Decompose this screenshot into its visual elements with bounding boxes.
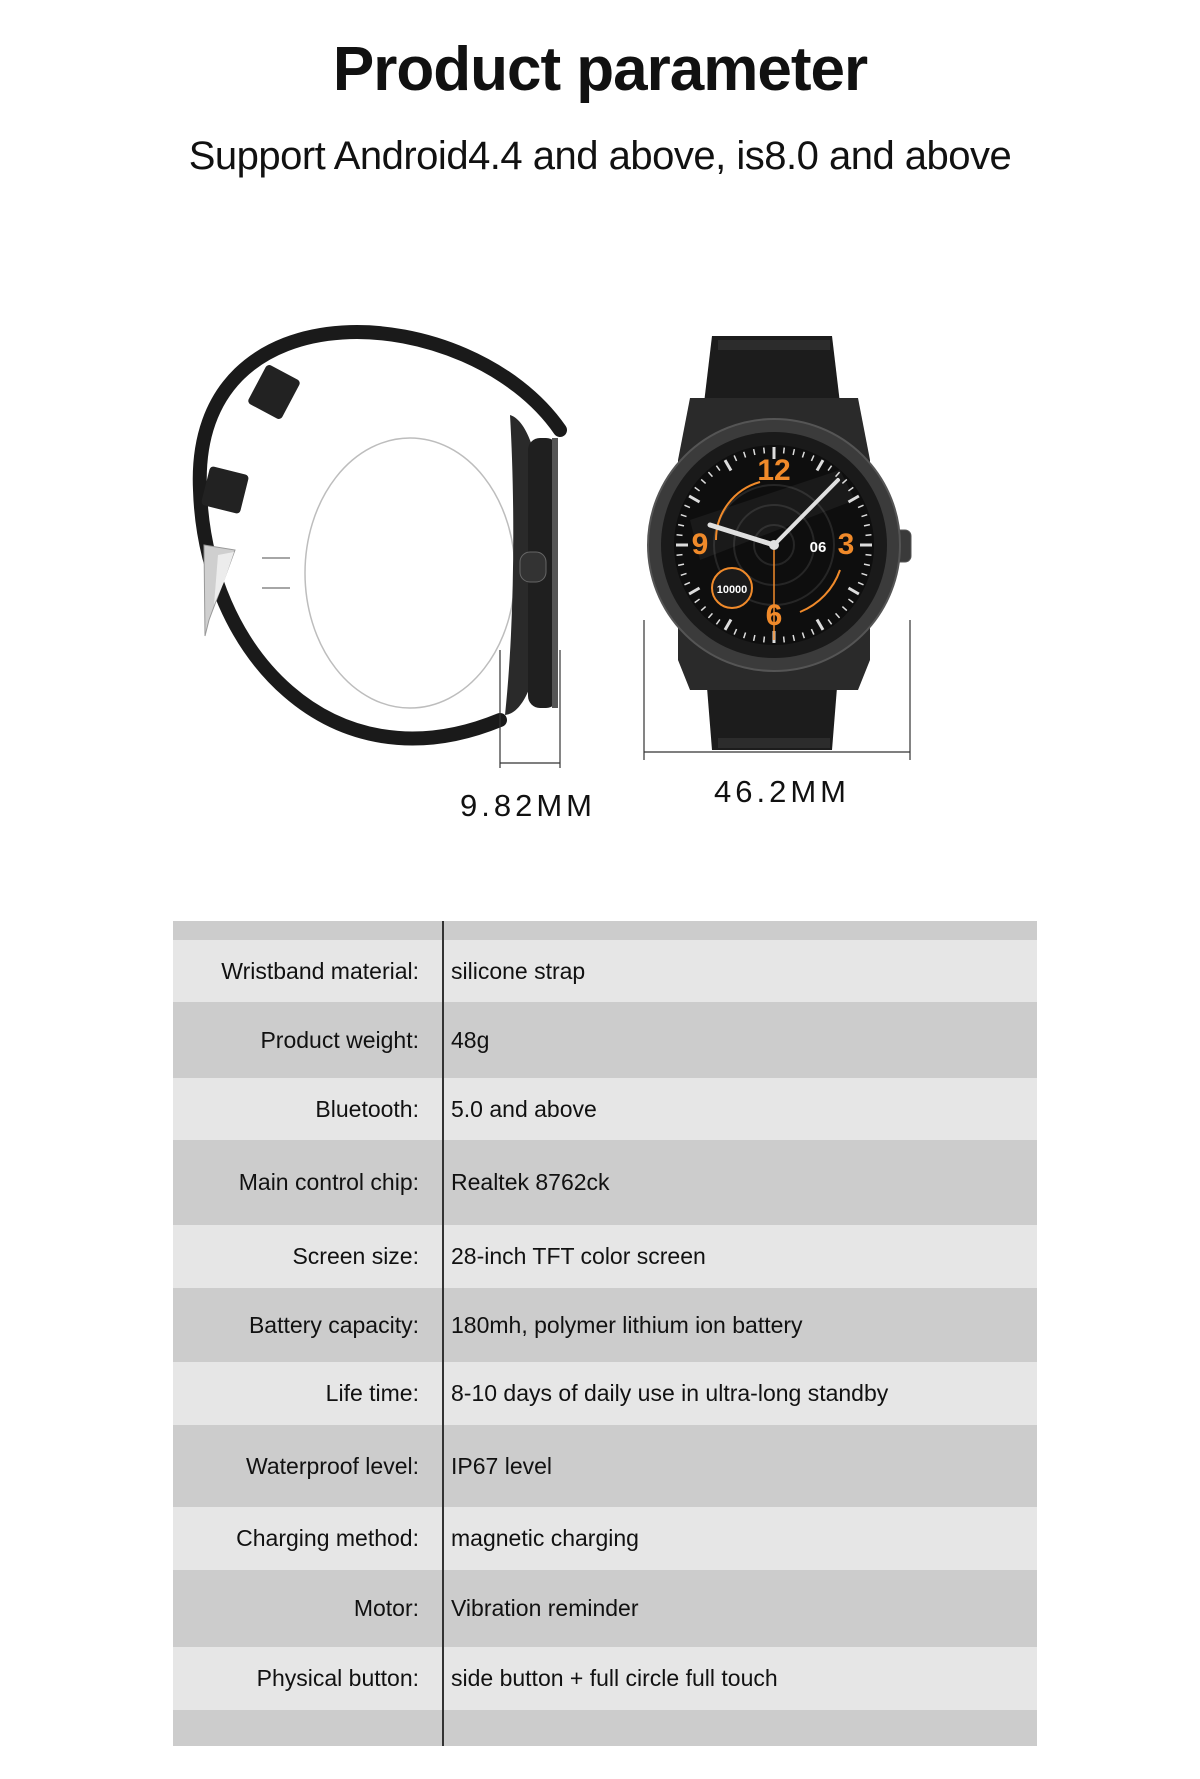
spec-row bbox=[173, 1647, 1037, 1710]
dial-tick bbox=[784, 636, 785, 642]
spec-value: 28-inch TFT color screen bbox=[451, 1243, 706, 1269]
spec-value: silicone strap bbox=[451, 957, 586, 984]
spec-value: Vibration reminder bbox=[451, 1595, 639, 1621]
spec-row bbox=[173, 1362, 1037, 1425]
spec-row bbox=[173, 940, 1037, 1002]
spec-row bbox=[173, 1002, 1037, 1078]
spec-value: 48g bbox=[451, 1026, 490, 1053]
dial-numeral-6: 6 bbox=[765, 599, 783, 632]
spec-label: Physical button: bbox=[256, 1665, 419, 1691]
spec-value: magnetic charging bbox=[451, 1525, 639, 1551]
product-figure bbox=[0, 320, 1200, 860]
spec-value: 8-10 days of daily use in ultra-long standby bbox=[451, 1380, 889, 1406]
spec-row bbox=[173, 1507, 1037, 1570]
steps-count: 10000 bbox=[716, 584, 748, 596]
spec-label: Main control chip: bbox=[238, 1169, 419, 1195]
spec-label: Waterproof level: bbox=[246, 1452, 419, 1479]
spec-label: Product weight: bbox=[260, 1026, 419, 1053]
page-title: Product parameter bbox=[332, 35, 868, 104]
spec-row bbox=[173, 1570, 1037, 1647]
dial-tick bbox=[865, 535, 871, 536]
spec-value: 180mh, polymer lithium ion battery bbox=[451, 1311, 803, 1338]
dial-tick bbox=[865, 555, 871, 556]
spec-value: Realtek 8762ck bbox=[451, 1169, 610, 1195]
spec-label: Screen size: bbox=[292, 1243, 419, 1269]
side-button bbox=[520, 552, 546, 582]
dial-numeral-9: 9 bbox=[691, 528, 709, 561]
dial-tick bbox=[677, 555, 683, 556]
spec-row bbox=[173, 1288, 1037, 1362]
page-subtitle: Support Android4.4 and above, is8.0 and above bbox=[188, 134, 1012, 178]
spec-row bbox=[173, 1140, 1037, 1225]
dial-numeral-3: 3 bbox=[837, 528, 855, 561]
watch-case-side bbox=[505, 415, 558, 715]
spec-value: IP67 level bbox=[451, 1452, 553, 1479]
watch-illustration bbox=[0, 320, 1200, 860]
dial-tick bbox=[764, 636, 765, 642]
spec-value: 5.0 and above bbox=[451, 1095, 597, 1122]
spec-label: Charging method: bbox=[236, 1525, 419, 1551]
spec-label: Life time: bbox=[325, 1380, 419, 1406]
spec-row bbox=[173, 1225, 1037, 1288]
spec-row bbox=[173, 1078, 1037, 1140]
dial-tick bbox=[764, 448, 765, 454]
width-dimension-label: 46.2MM bbox=[714, 774, 850, 809]
spec-label: Motor: bbox=[353, 1595, 419, 1621]
dial-date: 06 bbox=[809, 539, 827, 556]
dial-tick bbox=[677, 535, 683, 536]
thickness-dimension-label: 9.82MM bbox=[460, 788, 596, 823]
spec-label: Battery capacity: bbox=[248, 1311, 419, 1338]
watch-front-view bbox=[644, 336, 911, 760]
spec-row bbox=[173, 1425, 1037, 1507]
wrist-outline bbox=[305, 438, 515, 708]
spec-table bbox=[173, 921, 1037, 1746]
dial-numeral-12: 12 bbox=[757, 454, 791, 487]
spec-value: side button + full circle full touch bbox=[451, 1665, 778, 1691]
spec-label: Bluetooth: bbox=[315, 1095, 419, 1122]
column-divider bbox=[442, 921, 444, 1746]
dial-tick bbox=[784, 448, 785, 454]
watch-side-view bbox=[200, 332, 560, 768]
spec-label: Wristband material: bbox=[221, 957, 419, 984]
